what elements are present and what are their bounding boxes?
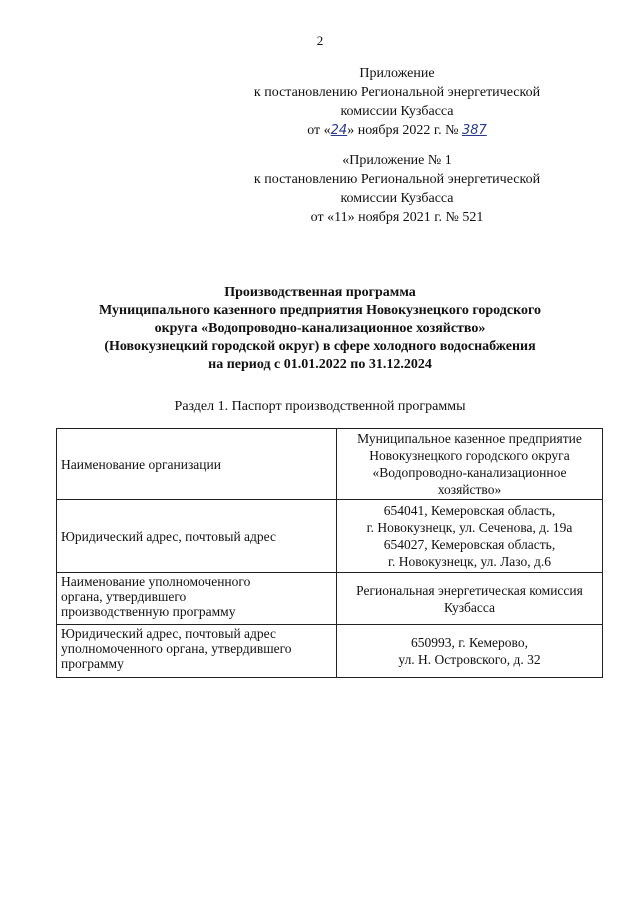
title-line: Муниципального казенного предприятия Новокузнецкого городского xyxy=(99,303,541,318)
label-line: Наименование уполномоченного xyxy=(61,574,251,589)
prev-appendix-line-2: комиссии Кузбасса xyxy=(340,191,454,206)
value-line: 654027, Кемеровская область, xyxy=(383,537,556,552)
title-line: округа «Водопроводно-канализационное хозяйство» xyxy=(154,321,486,336)
appendix-line-2: комиссии Кузбасса xyxy=(340,104,454,119)
row-value xyxy=(337,573,603,625)
prev-appendix-line-1: к постановлению Региональной энергетической xyxy=(253,172,541,187)
appendix-block xyxy=(240,64,554,140)
label-line: программу xyxy=(61,656,124,671)
passport-table xyxy=(56,428,603,678)
section-heading: Раздел 1. Паспорт производственной программы xyxy=(174,399,466,414)
appendix-date-line xyxy=(240,121,554,140)
prev-appendix-date-line: от «11» ноября 2021 г. № 521 xyxy=(310,210,484,225)
value-line: ул. Н. Островского, д. 32 xyxy=(398,652,541,667)
handwritten-number: 387 xyxy=(461,123,487,138)
value-line: хозяйство» xyxy=(437,482,502,497)
row-value xyxy=(337,625,603,678)
row-label xyxy=(57,500,337,573)
prev-appendix-title: «Приложение № 1 xyxy=(342,153,452,168)
table-row xyxy=(57,573,603,625)
row-value xyxy=(337,429,603,500)
document-title xyxy=(60,284,580,374)
title-line: Производственная программа xyxy=(224,285,416,300)
label-line: уполномоченного органа, утвердившего xyxy=(61,641,292,656)
label-line: Юридический адрес, почтовый адрес xyxy=(61,626,276,641)
value-line: г. Новокузнецк, ул. Сеченова, д. 19а xyxy=(366,520,573,535)
value-line: Региональная энергетическая комиссия xyxy=(356,582,583,598)
row-value xyxy=(337,500,603,573)
row-label xyxy=(57,625,337,678)
table-row xyxy=(57,500,603,573)
appendix-line-1: к постановлению Региональной энергетической xyxy=(253,85,541,100)
value-line: 654041, Кемеровская область, xyxy=(383,503,556,518)
handwritten-day: 24 xyxy=(330,123,348,138)
value-line: Кузбасса xyxy=(443,599,496,615)
label-line: производственную программу xyxy=(61,604,236,619)
previous-appendix-block xyxy=(240,151,554,227)
appendix-title: Приложение xyxy=(359,66,435,81)
value-line: Новокузнецкого городского округа xyxy=(369,448,570,463)
table-row xyxy=(57,429,603,500)
date-prefix: от « xyxy=(307,123,331,138)
title-line: (Новокузнецкий городской округ) в сфере холодного водоснабжения xyxy=(104,339,536,354)
row-label xyxy=(57,573,337,625)
date-suffix: » ноября 2022 г. № xyxy=(347,123,459,138)
page-number: 2 xyxy=(316,33,324,48)
row-label xyxy=(57,429,337,500)
title-line: на период с 01.01.2022 по 31.12.2024 xyxy=(208,357,432,372)
label-line: органа, утвердившего xyxy=(61,589,187,604)
value-line: 650993, г. Кемерово, xyxy=(411,635,528,650)
value-line: г. Новокузнецк, ул. Лазо, д.6 xyxy=(387,554,552,569)
value-line: «Водопроводно-канализационное xyxy=(372,465,567,480)
label-line: Юридический адрес, почтовый адрес xyxy=(61,528,276,544)
value-line: Муниципальное казенное предприятие xyxy=(357,431,582,446)
table-row xyxy=(57,625,603,678)
label-line: Наименование организации xyxy=(61,456,221,472)
